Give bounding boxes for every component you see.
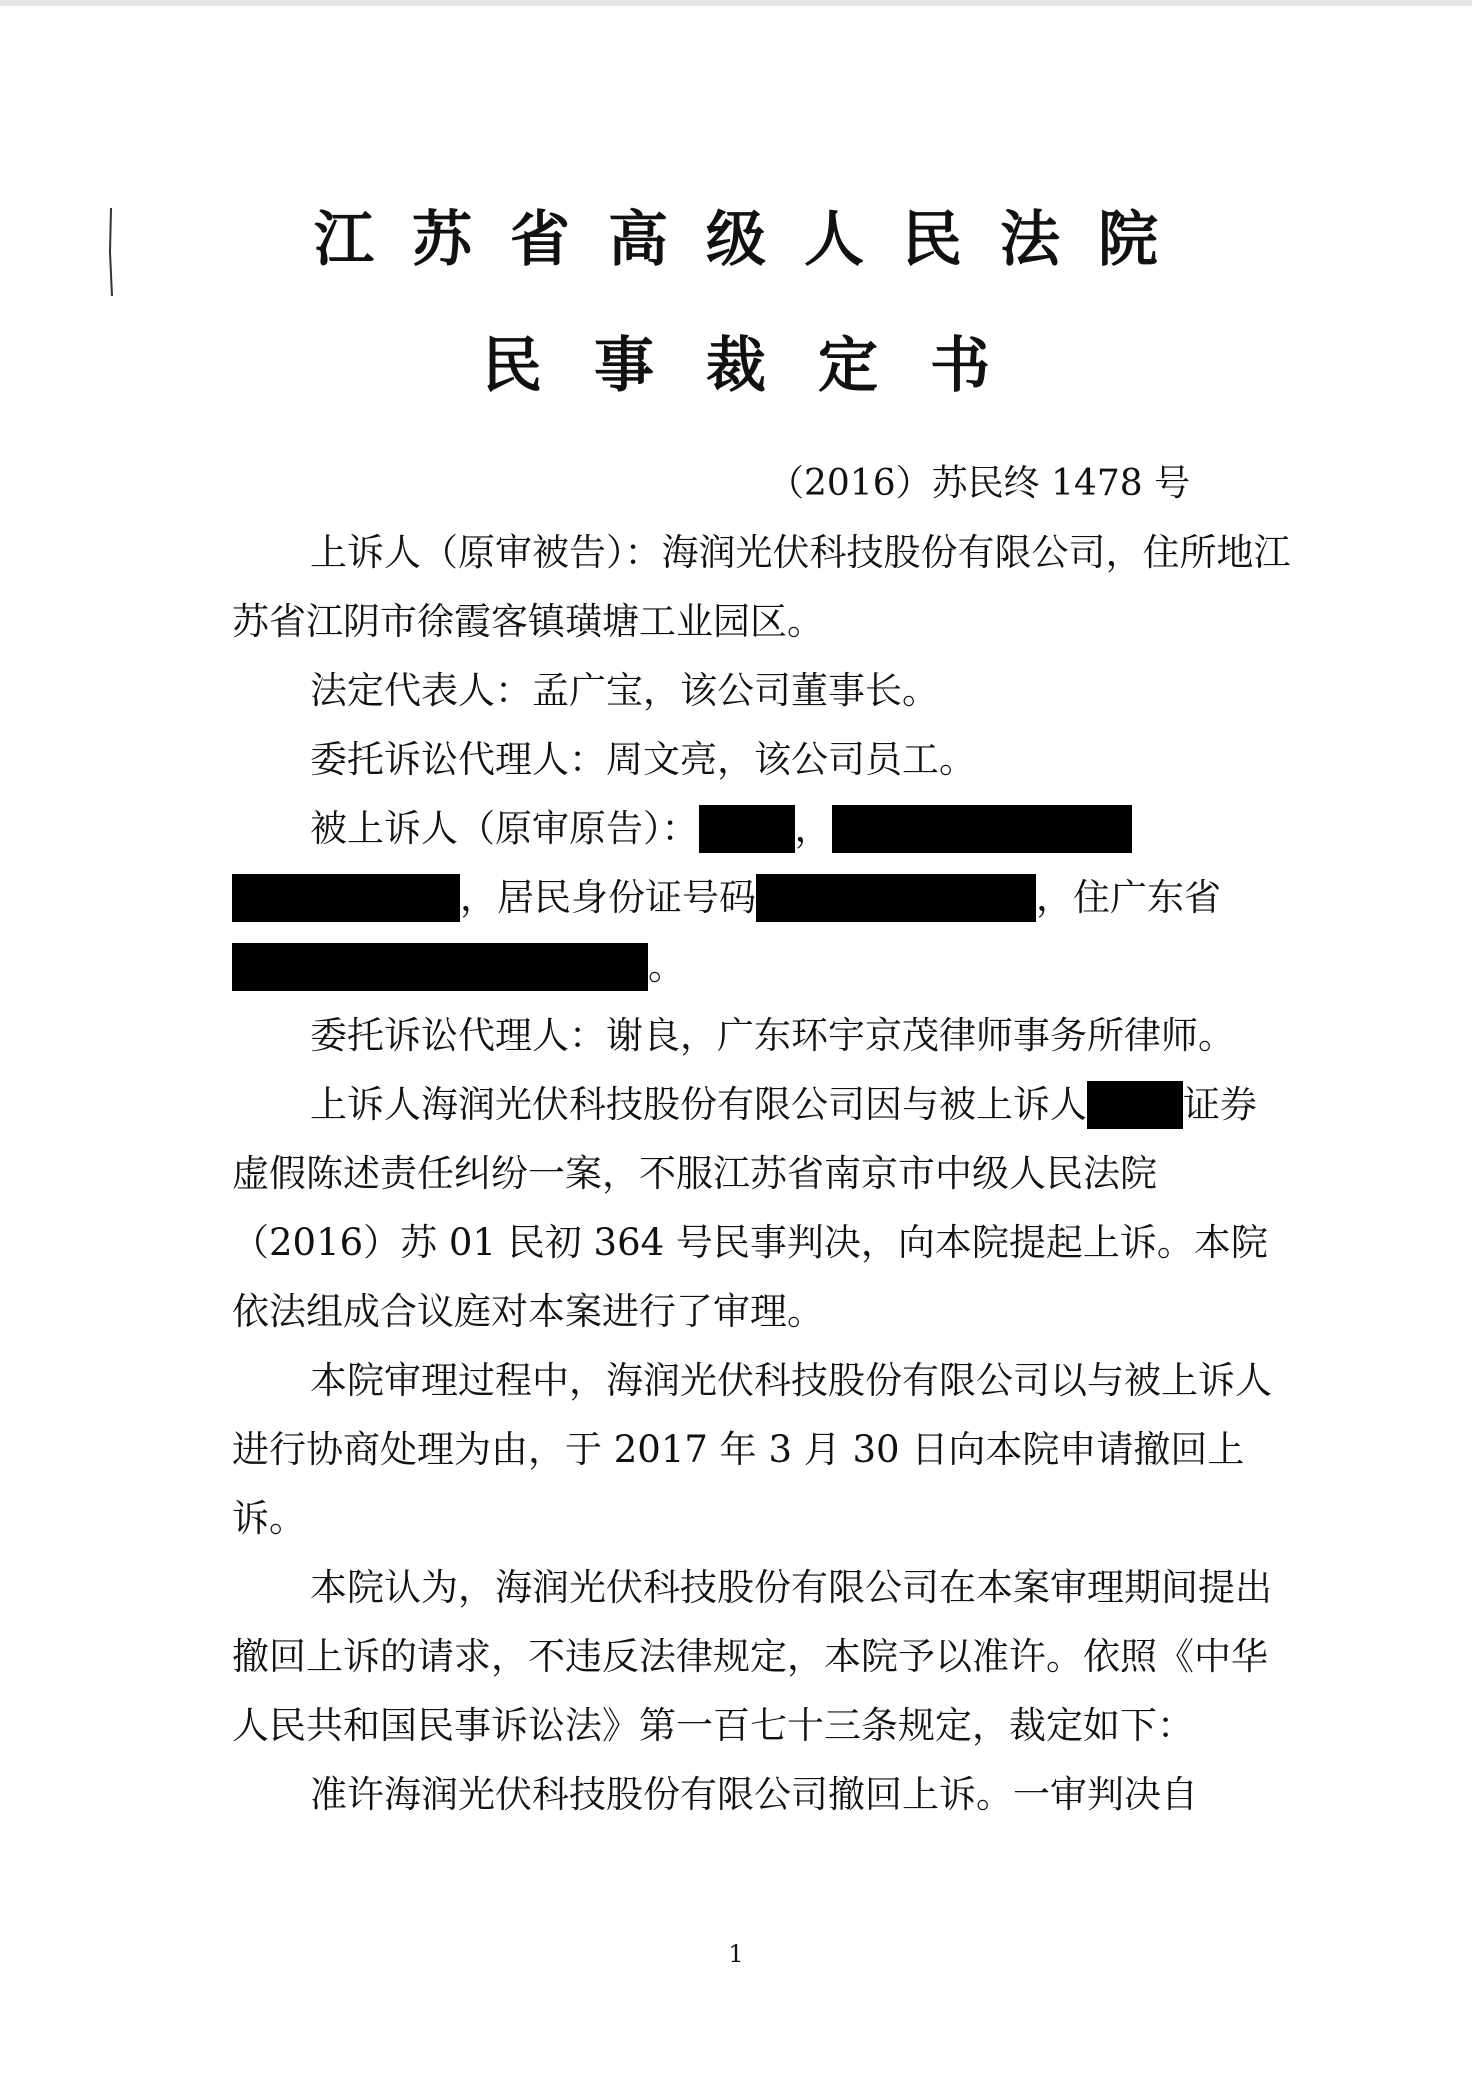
case-background-rest: 证券虚假陈述责任纠纷一案，不服江苏省南京市中级人民法院（2016）苏 01 民初 364 号民事判决，向本院提起上诉。本院依法组成合议庭对本案进行了审理。 [232, 1083, 1268, 1333]
appellee-end: 。 [648, 945, 685, 988]
court-name: 江苏省高级人民法院 [314, 205, 1196, 275]
case-number: （2016）苏民终 1478 号 [768, 463, 1191, 504]
appellee-paragraph [232, 794, 1292, 1001]
appellant-agent-paragraph: 委托诉讼代理人：周文亮，该公司员工。 [310, 738, 976, 781]
legal-representative-paragraph: 法定代表人：孟广宝，该公司董事长。 [310, 669, 939, 712]
document-body [232, 518, 1292, 1829]
page-number: 1 [728, 1940, 744, 1968]
case-background-lead: 上诉人海润光伏科技股份有限公司因与被上诉人 [310, 1083, 1087, 1126]
redaction-box [832, 805, 1132, 853]
redaction-box [699, 805, 795, 853]
appellee-id-label: ，居民身份证号码 [460, 876, 756, 919]
redaction-box [232, 874, 460, 922]
court-opinion-paragraph: 本院认为，海润光伏科技股份有限公司在本案审理期间提出撤回上诉的请求，不违反法律规定，本院予以准许。依照《中华人民共和国民事诉讼法》第一百七十三条规定，裁定如下： [232, 1566, 1272, 1747]
case-background-paragraph [232, 1070, 1292, 1346]
redaction-box [232, 943, 648, 991]
appellee-lead: 被上诉人（原审原告）： [310, 807, 699, 850]
ruling-paragraph: 准许海润光伏科技股份有限公司撤回上诉。一审判决自 [310, 1773, 1198, 1816]
appellant-paragraph: 上诉人（原审被告）：海润光伏科技股份有限公司，住所地江苏省江阴市徐霞客镇璜塘工业园区。 [232, 531, 1291, 643]
withdrawal-request-paragraph: 本院审理过程中，海润光伏科技股份有限公司以与被上诉人进行协商处理为由，于 2017 年 3 月 30 日向本院申请撤回上诉。 [232, 1359, 1272, 1540]
scan-edge [0, 0, 1472, 6]
appellee-address-label: ，住广东省 [1036, 876, 1221, 919]
redaction-box [1087, 1081, 1183, 1129]
document-type: 民事裁定书 [482, 331, 1042, 401]
appellee-agent-paragraph: 委托诉讼代理人：谢良，广东环宇京茂律师事务所律师。 [310, 1014, 1235, 1057]
redaction-box [756, 874, 1036, 922]
appellee-sep: ， [794, 807, 832, 850]
